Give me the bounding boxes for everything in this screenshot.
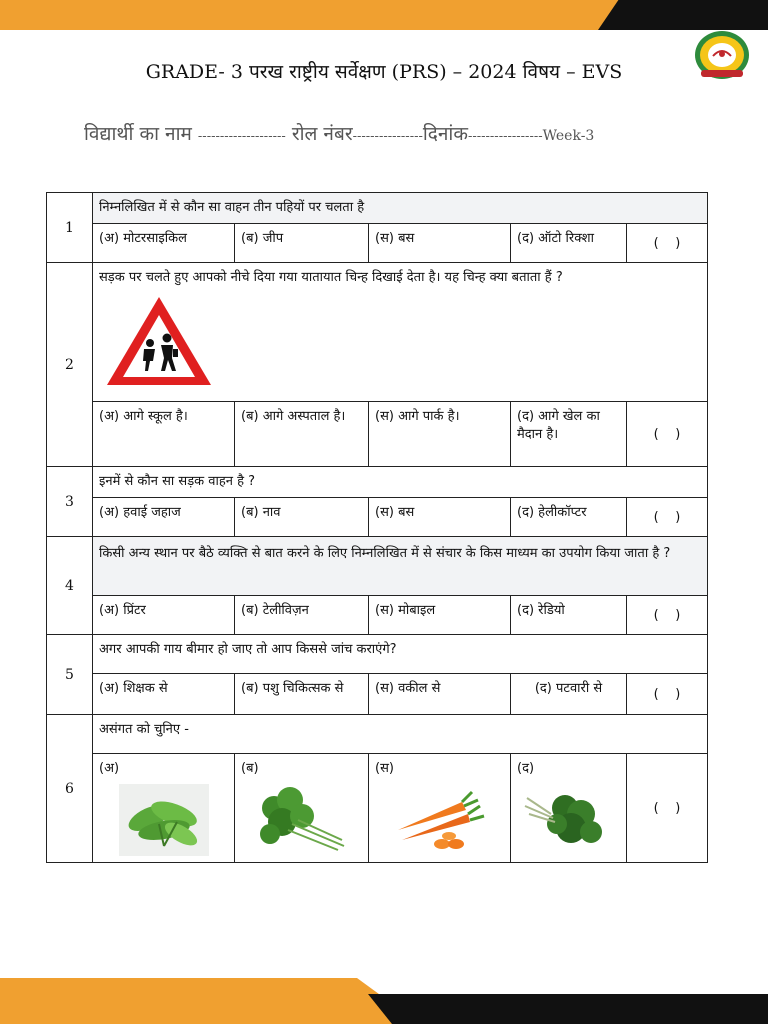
options-row [47,754,708,863]
option-a: (अ) आगे स्कूल है। [93,402,235,467]
question-text: अगर आपकी गाय बीमार हो जाए तो आप किससे जांच कराएंगे? [93,635,708,674]
question-text: इनमें से कौन सा सड़क वाहन है ? [93,467,708,498]
option-b: (ब) आगे अस्पताल है। [235,402,369,467]
question-row [47,537,708,596]
option-label: (ब) [241,761,259,776]
option-b: (ब) टेलीविज़न [235,596,369,635]
option-b: (ब) पशु चिकित्सक से [235,674,369,715]
option-a: (अ) प्रिंटर [93,596,235,635]
options-row [47,402,708,467]
question-number: 6 [47,715,93,863]
name-blank: -------------------- [197,129,286,144]
option-d: (द) ऑटो रिक्शा [511,224,627,263]
option-a [93,754,235,863]
answer-box[interactable]: ( ) [627,596,708,635]
question-table [46,192,708,863]
option-label: (अ) [99,761,120,776]
option-a: (अ) मोटरसाइकिल [93,224,235,263]
answer-box[interactable]: ( ) [627,224,708,263]
top-band-orange [0,0,620,30]
fenugreek-icon [519,784,619,856]
option-c: (स) वकील से [369,674,511,715]
options-row [47,674,708,715]
option-c: (स) आगे पार्क है। [369,402,511,467]
question-cell [93,263,708,402]
week-label: Week-3 [542,128,595,144]
option-label: (द) [517,761,535,776]
option-a: (अ) हवाई जहाज [93,498,235,537]
option-c: (स) बस [369,224,511,263]
top-band-black [598,0,768,30]
page-title: GRADE- 3 परख राष्ट्रीय सर्वेक्षण (PRS) – 2024 विषय – EVS [145,61,623,83]
answer-box[interactable]: ( ) [627,498,708,537]
option-b: (ब) जीप [235,224,369,263]
bottom-band-black [368,994,768,1024]
bottom-band [0,978,768,1024]
question-text: किसी अन्य स्थान पर बैठे व्यक्ति से बात करने के लिए निम्नलिखित में से संचार के किस माध्यम का उपयोग किया जाता है ? [93,537,708,596]
children-crossing-sign-icon [103,293,215,391]
options-row [47,224,708,263]
option-d: (द) रेडियो [511,596,627,635]
answer-box[interactable]: ( ) [627,674,708,715]
answer-box[interactable]: ( ) [627,402,708,467]
date-blank: ----------------- [467,129,543,144]
options-row [47,596,708,635]
question-row [47,467,708,498]
student-info-line [84,120,594,146]
roll-label: रोल नंबर [291,123,353,145]
question-text: सड़क पर चलते हुए आपको नीचे दिया गया यातायात चिन्ह दिखाई देता है। यह चिन्ह क्या बताता हैं ? [99,270,563,285]
option-b [235,754,369,863]
option-d: (द) आगे खेल का मैदान है। [511,402,627,467]
top-band [0,0,768,30]
question-row [47,715,708,754]
option-a: (अ) शिक्षक से [93,674,235,715]
option-c: (स) मोबाइल [369,596,511,635]
name-label: विद्यार्थी का नाम [84,123,192,145]
option-d [511,754,627,863]
option-d: (द) हेलीकॉप्टर [511,498,627,537]
option-d: (द) पटवारी से [511,674,627,715]
question-text: असंगत को चुनिए - [93,715,708,754]
carrot-icon [390,784,490,856]
option-label: (स) [375,761,394,776]
options-row [47,498,708,537]
question-text: निम्नलिखित में से कौन सा वाहन तीन पहियों पर चलता है [93,193,708,224]
option-c: (स) बस [369,498,511,537]
date-label: दिनांक [422,123,468,145]
question-number: 5 [47,635,93,715]
answer-box[interactable]: ( ) [627,754,708,863]
question-number: 3 [47,467,93,537]
question-number: 1 [47,193,93,263]
spinach-icon [119,784,209,856]
bottom-band-orange [0,978,420,1024]
coriander-icon [252,784,352,856]
question-row [47,193,708,224]
roll-blank: ---------------- [352,129,423,144]
question-number: 4 [47,537,93,635]
option-b: (ब) नाव [235,498,369,537]
option-c [369,754,511,863]
question-row [47,263,708,402]
question-row [47,635,708,674]
question-number: 2 [47,263,93,467]
